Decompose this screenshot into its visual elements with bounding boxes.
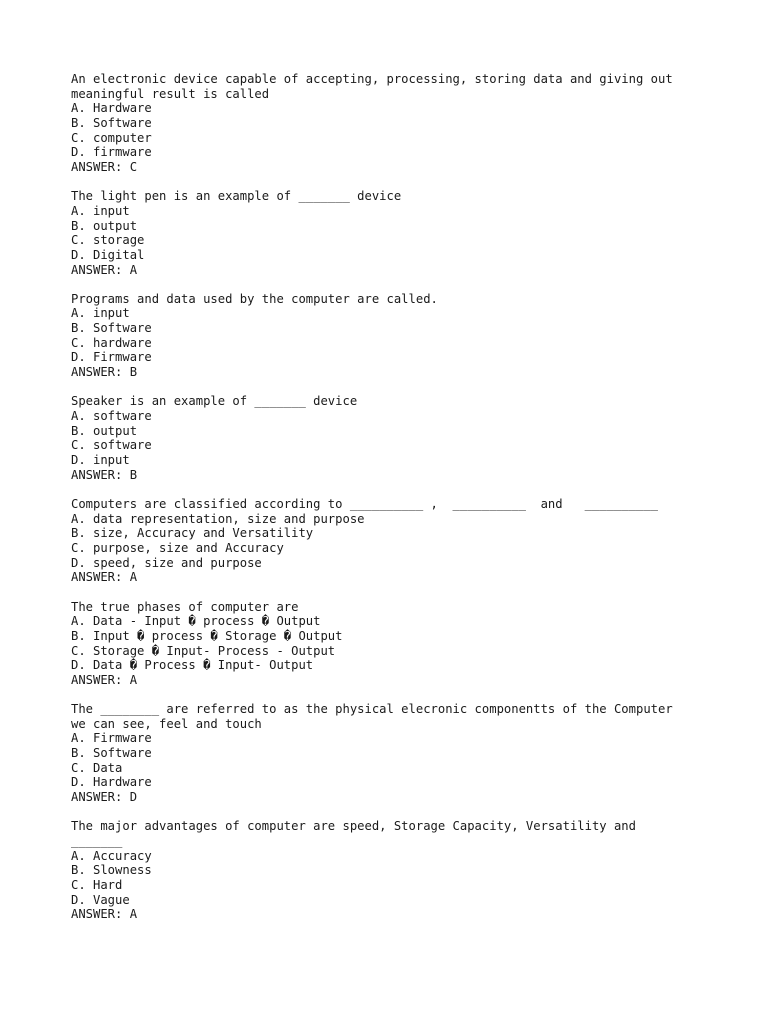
- answer-line: ANSWER: A: [71, 262, 138, 277]
- answer-line: ANSWER: A: [71, 672, 138, 687]
- option-d: D. input: [71, 453, 130, 468]
- question-block: [71, 292, 711, 380]
- option-a: A. software: [71, 409, 152, 424]
- option-a: A. Hardware: [71, 101, 152, 116]
- question-text: Speaker is an example of _______ device: [71, 394, 358, 409]
- option-b: B. Software: [71, 321, 152, 336]
- question-text: Programs and data used by the computer are called.: [71, 291, 438, 306]
- option-d: D. Firmware: [71, 350, 152, 365]
- option-a: A. input: [71, 306, 130, 321]
- answer-line: ANSWER: A: [71, 570, 138, 585]
- option-c: C. Storage � Input- Process - Output: [71, 643, 336, 658]
- option-b: B. Slowness: [71, 863, 152, 878]
- question-text: An electronic device capable of accepting, processing, storing data and giving out: [71, 72, 673, 86]
- answer-line: ANSWER: A: [71, 907, 138, 922]
- option-b: B. Software: [71, 115, 152, 130]
- answer-line: ANSWER: D: [71, 790, 138, 805]
- question-text: we can see, feel and touch: [71, 716, 262, 731]
- option-c: C. Data: [71, 760, 123, 775]
- option-a: A. input: [71, 203, 130, 218]
- question-block: [71, 819, 711, 922]
- question-text: The ________ are referred to as the physical elecronic componentts of the Computer: [71, 702, 673, 717]
- option-c: C. Hard: [71, 877, 123, 892]
- question-block: [71, 72, 711, 175]
- question-block: [71, 394, 711, 482]
- option-c: C. storage: [71, 233, 145, 248]
- option-c: C. purpose, size and Accuracy: [71, 540, 284, 555]
- question-text: Computers are classified according to __________ , __________ and __________: [71, 496, 658, 511]
- option-a: A. Accuracy: [71, 848, 152, 863]
- option-a: A. data representation, size and purpose: [71, 511, 365, 526]
- quiz-document: [71, 72, 711, 937]
- question-block: [71, 600, 711, 688]
- question-text: The light pen is an example of _______ device: [71, 189, 402, 204]
- answer-line: ANSWER: B: [71, 467, 138, 482]
- option-d: D. Digital: [71, 247, 145, 262]
- option-b: B. Software: [71, 746, 152, 761]
- question-text: _______: [71, 834, 123, 849]
- option-c: C. hardware: [71, 335, 152, 350]
- option-a: A. Data - Input � process � Output: [71, 614, 321, 629]
- question-block: [71, 497, 711, 585]
- question-text: The true phases of computer are: [71, 599, 299, 614]
- question-block: [71, 189, 711, 277]
- option-d: D. Hardware: [71, 775, 152, 790]
- answer-line: ANSWER: C: [71, 159, 138, 174]
- question-text: meaningful result is called: [71, 86, 270, 101]
- option-b: B. size, Accuracy and Versatility: [71, 526, 314, 541]
- answer-line: ANSWER: B: [71, 365, 138, 380]
- option-b: B. output: [71, 218, 138, 233]
- option-c: C. software: [71, 438, 152, 453]
- option-b: B. Input � process � Storage � Output: [71, 628, 343, 643]
- option-d: D. Vague: [71, 892, 130, 907]
- option-c: C. computer: [71, 130, 152, 145]
- option-d: D. speed, size and purpose: [71, 555, 262, 570]
- option-d: D. Data � Process � Input- Output: [71, 658, 314, 673]
- question-block: [71, 702, 711, 805]
- option-a: A. Firmware: [71, 731, 152, 746]
- option-b: B. output: [71, 423, 138, 438]
- question-text: The major advantages of computer are speed, Storage Capacity, Versatility and: [71, 819, 636, 834]
- option-d: D. firmware: [71, 145, 152, 160]
